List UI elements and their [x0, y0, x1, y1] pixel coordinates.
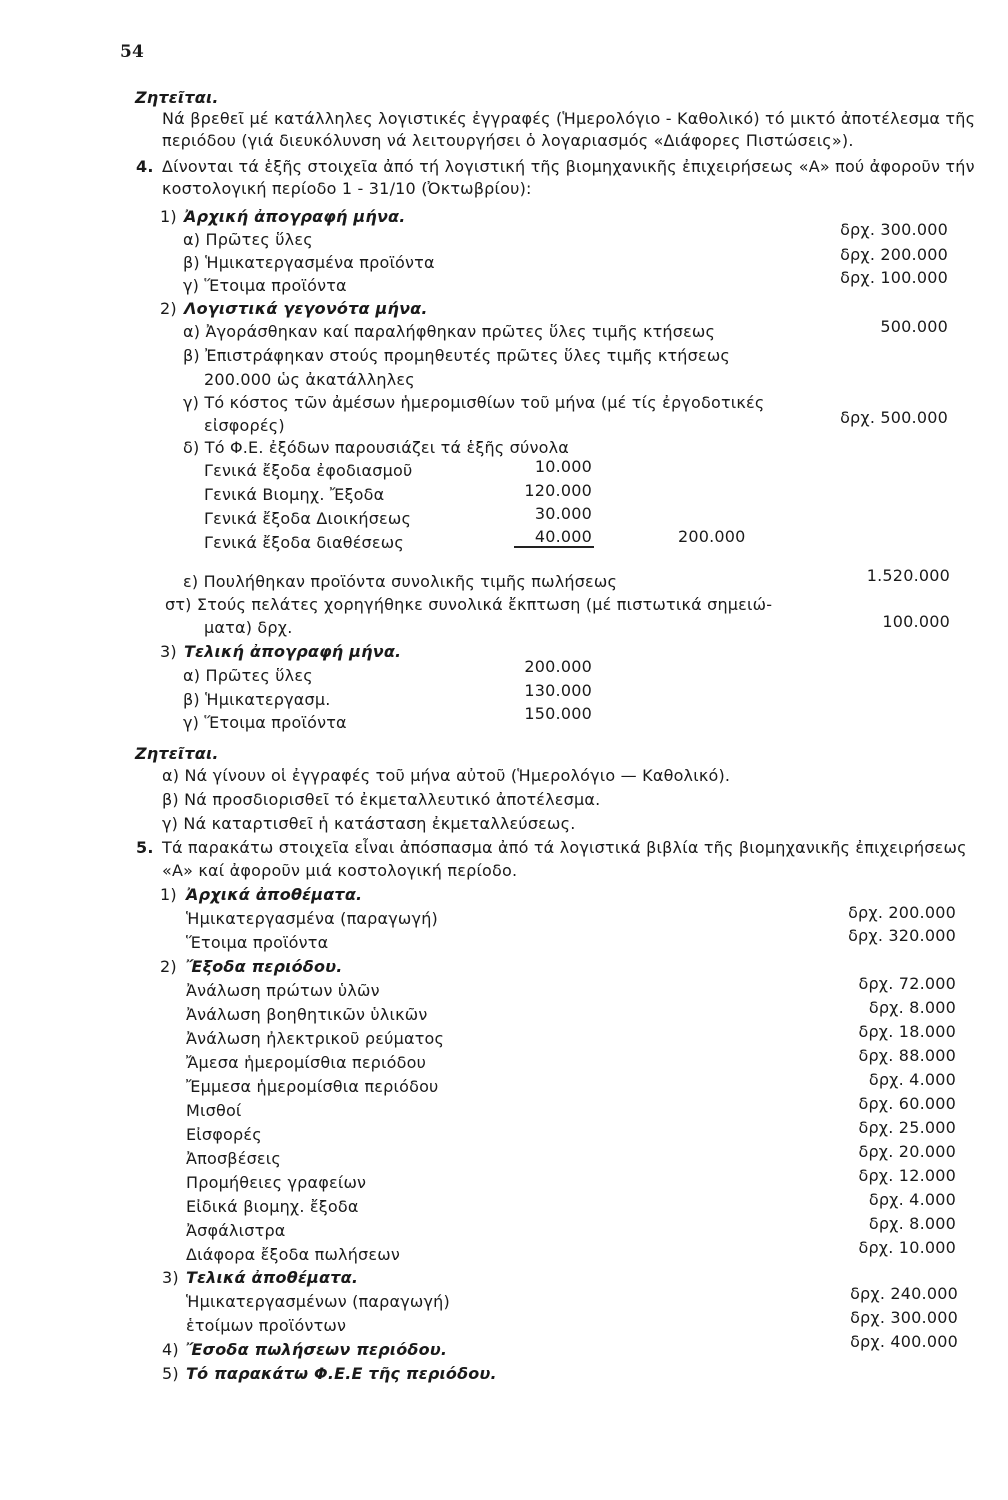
- ex5-s3-amount-1: δρχ. 240.000: [850, 1284, 958, 1303]
- ex5-number: 5.: [136, 838, 154, 857]
- ex5-line-2: «Α» καί ἀφοροῦν μιά κοστολογική περίοδο.: [162, 861, 518, 880]
- period-expense-9: Προμήθειες γραφείων: [186, 1173, 367, 1192]
- ex4-s2-c-text: γ) Τό κόστος τῶν ἀμέσων ἡμερομισθίων τοῦ μήνα (μέ τίς ἐργοδοτικές: [183, 393, 765, 412]
- intro-line-2: περιόδου (γιά διευκόλυνση νά λειτουργήσει ὁ λογαριασμός «Διάφορες Πιστώσεις»).: [162, 131, 854, 150]
- ex4-s1-item-1: α) Πρῶτες ὕλες: [183, 230, 313, 249]
- ex4-s2-a-amount: 500.000: [880, 317, 948, 336]
- period-expense-5-amount: δρχ. 4.000: [868, 1070, 956, 1089]
- ex4-s2-e-amount: 1.520.000: [866, 566, 950, 585]
- expense-row-3-value: 30.000: [534, 504, 592, 523]
- ex4-s2-st-cont: ματα) δρχ.: [204, 618, 293, 637]
- period-expense-12-amount: δρχ. 10.000: [858, 1238, 956, 1257]
- ex4-s3-value-1: 200.000: [524, 657, 592, 676]
- ex5-s4-label: 4): [162, 1340, 179, 1359]
- ex5-s2-label: 2): [160, 957, 177, 976]
- ex5-s1-item-1: Ἡμικατεργασμένα (παραγωγή): [186, 909, 438, 928]
- period-expense-11-amount: δρχ. 8.000: [868, 1214, 956, 1233]
- ex4-s2-label: 2): [160, 299, 177, 318]
- period-expense-8-amount: δρχ. 20.000: [858, 1142, 956, 1161]
- ex5-s1-title: Ἀρχικά ἀποθέματα.: [186, 885, 363, 904]
- ex5-s1-item-2: Ἕτοιμα προϊόντα: [186, 933, 329, 952]
- period-expense-2: Ἀνάλωση βοηθητικῶν ὑλικῶν: [186, 1005, 428, 1024]
- page-number: 54: [120, 42, 145, 62]
- ex4-s2-b-text: β) Ἐπιστράφηκαν στούς προμηθευτές πρῶτες ὕλες τιμῆς κτήσεως: [183, 346, 731, 365]
- ex4-s1-amount-1: δρχ. 300.000: [840, 220, 948, 239]
- period-expense-4-amount: δρχ. 88.000: [858, 1046, 956, 1065]
- ex4-number: 4.: [136, 157, 154, 176]
- period-expense-12: Διάφορα ἔξοδα πωλήσεων: [186, 1245, 400, 1264]
- intro-line-1: Νά βρεθεῖ μέ κατάλληλες λογιστικές ἐγγραφές (Ἡμερολόγιο - Καθολικό) τό μικτό ἀποτέλεσμα τῆς: [162, 109, 976, 128]
- ex5-line-1: Τά παρακάτω στοιχεῖα εἶναι ἀπόσπασμα ἀπό τά λογιστικά βιβλία τῆς βιομηχανικῆς ἐπιχειρήσεως: [162, 838, 967, 857]
- ex4-asked-item-1: α) Νά γίνουν οἱ ἐγγραφές τοῦ μήνα αὐτοῦ (Ἡμερολόγιο — Καθολικό).: [162, 766, 731, 785]
- ex4-asked-item-3: γ) Νά καταρτισθεῖ ἡ κατάσταση ἐκμεταλλεύσεως.: [162, 814, 576, 833]
- ex4-s1-label: 1): [160, 207, 177, 226]
- expense-row-2-value: 120.000: [524, 481, 592, 500]
- ex4-asked-item-2: β) Νά προσδιορισθεῖ τό ἐκμεταλλευτικό ἀποτέλεσμα.: [162, 790, 601, 809]
- expense-row-1-label: Γενικά ἔξοδα ἐφοδιασμοῦ: [204, 461, 413, 480]
- expense-row-4-label: Γενικά ἔξοδα διαθέσεως: [204, 533, 404, 552]
- ex4-line-1: Δίνονται τά ἑξῆς στοιχεῖα ἀπό τή λογιστική τῆς βιομηχανικῆς ἐπιχειρήσεως «Α» πού ἀφοροῦν τήν: [162, 157, 975, 176]
- ex5-s1-amount-2: δρχ. 320.000: [848, 926, 956, 945]
- period-expense-6-amount: δρχ. 60.000: [858, 1094, 956, 1113]
- expense-row-1-value: 10.000: [534, 457, 592, 476]
- ex4-s2-e-text: ε) Πουλήθηκαν προϊόντα συνολικῆς τιμῆς πωλήσεως: [183, 572, 618, 591]
- period-expense-10: Εἰδικά βιομηχ. ἔξοδα: [186, 1197, 359, 1216]
- expense-row-2-label: Γενικά Βιομηχ. Ἔξοδα: [204, 485, 385, 504]
- ex4-s2-st-text: στ) Στούς πελάτες χορηγήθηκε συνολικά ἔκπτωση (μέ πιστωτικά σημειώ-: [165, 595, 773, 614]
- period-expense-1: Ἀνάλωση πρώτων ὑλῶν: [186, 981, 380, 1000]
- ex5-s2-title: Ἔξοδα περιόδου.: [186, 957, 343, 976]
- ex4-s2-c-amount: δρχ. 500.000: [840, 408, 948, 427]
- period-expense-7: Εἰσφορές: [186, 1125, 262, 1144]
- expense-row-3-label: Γενικά ἔξοδα Διοικήσεως: [204, 509, 412, 528]
- ex5-s1-amount-1: δρχ. 200.000: [848, 903, 956, 922]
- ex5-s5-label: 5): [162, 1364, 179, 1383]
- ex4-s1-amount-3: δρχ. 100.000: [840, 268, 948, 287]
- ex4-s2-title: Λογιστικά γεγονότα μήνα.: [184, 299, 428, 318]
- period-expense-9-amount: δρχ. 12.000: [858, 1166, 956, 1185]
- ex4-s2-d-text: δ) Τό Φ.Ε. ἐξόδων παρουσιάζει τά ἑξῆς σύνολα: [183, 438, 570, 457]
- intro-heading: Ζητεῖται.: [135, 88, 219, 107]
- ex4-s1-amount-2: δρχ. 200.000: [840, 245, 948, 264]
- ex4-s3-item-2: β) Ἡμικατεργασμ.: [183, 690, 331, 709]
- ex5-s3-item-1: Ἡμικατεργασμένων (παραγωγή): [186, 1292, 450, 1311]
- ex4-s2-a-text: α) Ἀγοράσθηκαν καί παραλήφθηκαν πρῶτες ὕλες τιμῆς κτήσεως: [183, 322, 716, 341]
- ex5-s1-label: 1): [160, 885, 177, 904]
- ex4-s1-item-3: γ) Ἕτοιμα προϊόντα: [183, 276, 347, 295]
- period-expense-6: Μισθοί: [186, 1101, 242, 1120]
- period-expense-1-amount: δρχ. 72.000: [858, 974, 956, 993]
- sum-underline: [514, 546, 594, 548]
- ex4-line-2: κοστολογική περίοδο 1 - 31/10 (Ὀκτωβρίου):: [162, 179, 532, 198]
- period-expense-3: Ἀνάλωση ἠλεκτρικοῦ ρεύματος: [186, 1029, 445, 1048]
- ex4-s3-label: 3): [160, 642, 177, 661]
- ex4-s2-st-amount: 100.000: [882, 612, 950, 631]
- ex4-s2-c-cont: εἰσφορές): [204, 416, 285, 435]
- ex4-s3-title: Τελική ἀπογραφή μήνα.: [184, 642, 402, 661]
- ex5-s4-title: Ἔσοδα πωλήσεων περιόδου.: [186, 1340, 448, 1359]
- ex4-s1-title: Ἀρχική ἀπογραφή μήνα.: [184, 207, 406, 226]
- period-expense-8: Ἀποσβέσεις: [186, 1149, 281, 1168]
- period-expense-2-amount: δρχ. 8.000: [868, 998, 956, 1017]
- period-expense-3-amount: δρχ. 18.000: [858, 1022, 956, 1041]
- period-expense-11: Ἀσφάλιστρα: [186, 1221, 286, 1240]
- period-expense-7-amount: δρχ. 25.000: [858, 1118, 956, 1137]
- ex5-s5-title: Τό παρακάτω Φ.Ε.Ε τῆς περιόδου.: [186, 1364, 497, 1383]
- ex4-s2-b-cont: 200.000 ὡς ἀκατάλληλες: [204, 370, 415, 389]
- expense-total: 200.000: [678, 527, 746, 546]
- ex4-asked-heading: Ζητεῖται.: [135, 744, 219, 763]
- ex4-s1-item-2: β) Ἡμικατεργασμένα προϊόντα: [183, 253, 435, 272]
- ex5-s3-title: Τελικά ἀποθέματα.: [186, 1268, 359, 1287]
- ex4-s3-item-3: γ) Ἕτοιμα προϊόντα: [183, 713, 347, 732]
- ex5-s3-item-2: ἑτοίμων προϊόντων: [186, 1316, 347, 1335]
- ex4-s3-value-3: 150.000: [524, 704, 592, 723]
- ex5-s3-amount-2: δρχ. 300.000: [850, 1308, 958, 1327]
- ex4-s3-item-1: α) Πρῶτες ὕλες: [183, 666, 313, 685]
- period-expense-10-amount: δρχ. 4.000: [868, 1190, 956, 1209]
- period-expense-4: Ἄμεσα ἡμερομίσθια περιόδου: [186, 1053, 427, 1072]
- ex5-s3-label: 3): [162, 1268, 179, 1287]
- ex5-s4-amount: δρχ. 400.000: [850, 1332, 958, 1351]
- ex4-s3-value-2: 130.000: [524, 681, 592, 700]
- expense-row-4-value: 40.000: [534, 527, 592, 546]
- period-expense-5: Ἔμμεσα ἡμερομίσθια περιόδου: [186, 1077, 439, 1096]
